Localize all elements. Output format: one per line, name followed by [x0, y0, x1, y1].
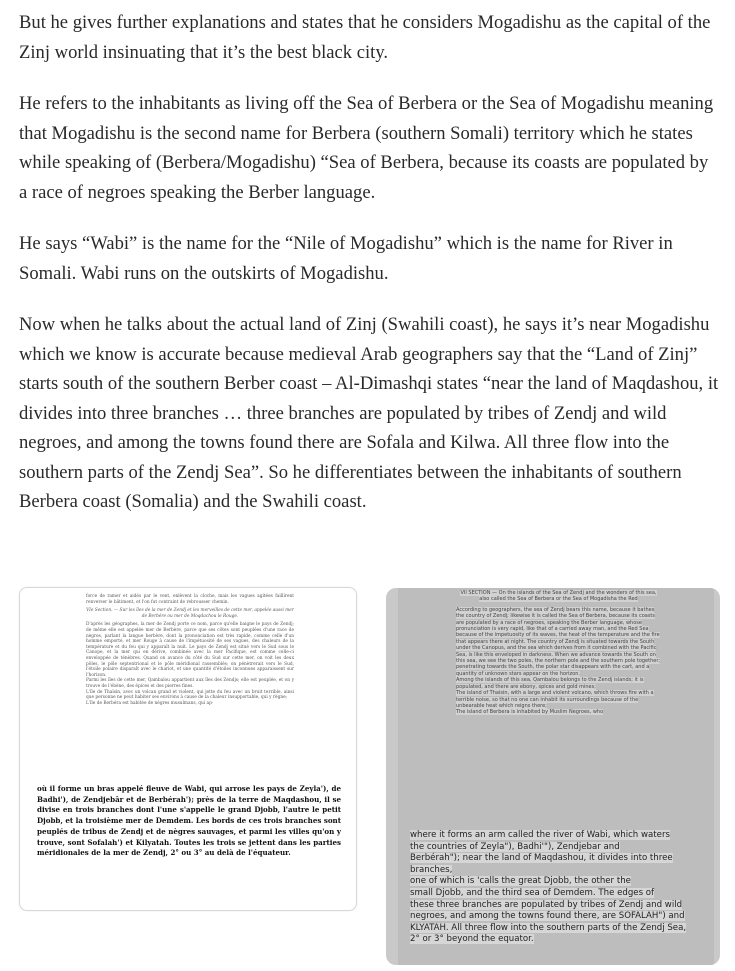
excerpt-line: the countries of Zeyla"), Badhi'"), Zendjebar and	[410, 841, 620, 852]
french-scan-image[interactable]	[19, 587, 357, 911]
excerpt-line: one of which is 'calls the great Djobb, the other the	[410, 876, 631, 887]
translated-scan-image[interactable]	[386, 588, 720, 965]
excerpt-line: negroes, and among the towns found there, are SOFALAH") and	[410, 911, 685, 922]
scan-page	[398, 588, 714, 965]
scan-body: According to geographers, the sea of Zendj bears this name, because it bathes the country of Zendj; likewise it is called the Sea of Berbera, because its coasts are populated by a race of negroes, speaking the Berber language, whose pronunciation is very rapid, like that of a carried away man, and the Red Sea because of the impetuosity of its waves, the heat of the temperature and the fire that appears there at night. The country of Zendj is situated towards the South under the Canopus, and the sea which derives from it combined with the Pacific Sea, is like this enveloped in darkness. When we advance towards the South on this sea, we see the two poles, the northern pole and the southern pole together; penetrating towards the South, the polar star disappears with the cart, and a quantity of unknown stars appear on the horizon.	[456, 606, 661, 677]
scan-section-heading: VII SECTION — On the islands of the Sea of Zendj and the wonders of this sea, also called the Sea of Berbera or the Sea of Mogadisha the Red	[460, 590, 657, 603]
scan-top-text	[456, 590, 661, 716]
paragraph: Now when he talks about the actual land of Zinj (Swahili coast), he says it’s near Mogadishu which we know is accurate because medieval Arab geographers say that the “Land of Zinj” starts south of the southern Berber coast – Al-Dimashqi states “near the land of Maqdashou, it divides into three branches … three branches are populated by tribes of Zendj and wild negroes, and among the towns found there are Sofala and Kilwa. All three flow into the southern parts of the Zendj Sea”. So he differentiates between the inhabitants of southern Berbera coast (Somalia) and the Swahili coast.	[19, 314, 719, 512]
excerpt-line: KLYATAH. All three flow into the southern parts of the Zendj Sea,	[410, 922, 687, 933]
excerpt-line: these three branches are populated by tribes of Zendj and wild	[410, 899, 683, 910]
scan-body: The island of Berbera is inhabited by Muslim Negroes, who	[456, 709, 604, 716]
scan-top-text	[86, 594, 294, 706]
paragraph: He says “Wabi” is the name for the “Nile of Mogadishu” which is the name for River in Somali. Wabi runs on the outskirts of Mogadishu.	[19, 233, 673, 284]
scan-body: Among the islands of this sea, Qambalou belongs to the Zendj islands; it is populated, and there are ebony, spices and gold mines;	[456, 677, 644, 690]
paragraph: He refers to the inhabitants as living off the Sea of Berbera or the Sea of Mogadishu meaning that Mogadishu is the second name for Berbera (southern Somali) territory which he states while speaking of (Berbera/Mogadishu) “Sea of Berbera, because its coasts are populated by a race of negroes speaking the Berber language.	[19, 93, 714, 203]
scan-bold-excerpt: où il forme un bras appelé fleuve de Wabi, qui arrose les pays de Zeyla'), de Badhi'), de Zendjebâr et de Berbérah'); près de la terre de Maqdashou, il se divise en trois branches dont l'une s'appelle le grand Djobb, l'autre le petit Djobb, et la troisième mer de Demdem. Les bords de ces trois branches sont peuplés de tribus de Zendj et de nègres sauvages, et parmi les villes qu'on y trouve, sont Sofalah') et Kilyatah. Toutes les trois se jettent dans les parties méridionales de la mer de Zendj, 2° ou 3° au delà de l'équateur.	[37, 784, 341, 858]
scan-body: D'après les géographes, la mer de Zendj porte ce nom, parce qu'elle baigne le pays de Zendj; de même elle est appelée mer de Berbère, parce que ses côtes sont peuplées d'une race de nègres, parlant la langue berbère, dont la prononciation est très rapide, comme celle d'un homme emporté, et mer Rouge à cause de l'impétuosité de ses vagues, des chaleurs de la température et du feu qui y apparaît la nuit. Le pays de Zendj est situé vers le Sud sous le Canope, et la mer qui en dérive, combinée avec la mer Pacifique, est comme celle-ci enveloppée de ténèbres. Quand on avance du côté du Sud sur cette mer, on voit les deux pôles, le pôle septentrional et le pôle méridional rassemblés; on pénètrerait vers le Sud, l'étoile polaire disparaît avec le chariot, et une quantité d'étoiles inconnues apparaissent sur l'horizon.	[86, 622, 294, 678]
scan-body: L'île de Berbéra est habitée de nègres musulmans, qui ap-	[86, 700, 214, 706]
excerpt-line: small Djobb, and the third sea of Demdem. The edges of	[410, 887, 655, 898]
paragraph: But he gives further explanations and states that he considers Mogadishu as the capital of the Zinj world insinuating that it’s the best black city.	[19, 12, 711, 63]
excerpt-line: where it forms an arm called the river of Wabi, which waters	[410, 830, 670, 840]
scan-body: L'île de Thaïsin, avec un volcan grand et violent, qui jette du feu avec un bruit terrible, ainsi que personne ne peut habiter ses environs à cause de la chaleur insupportable, qui y règne;	[86, 689, 294, 701]
article-body	[19, 8, 719, 539]
scan-intro: force de ramer et aidés par le vent, enlèvent la cloche, mais les vagues agitées faillirent renverser le bâtiment, et l'on fut contraint de rebrousser chemin.	[86, 594, 294, 605]
scan-translated-excerpt	[410, 830, 710, 946]
excerpt-line: Berbérah"); near the land of Maqdashou, it divides into three branches,	[410, 853, 673, 875]
scan-body: Parmi les îles de cette mer, Qambalou appartient aux îles des Zendjs; elle est peuplée, et on y trouve de l'ébène, des épices et des pierres fines.	[86, 678, 294, 689]
scan-body: The island of Thaisin, with a large and violent volcano, which throws fire with a terrible noise, so that no one can inhabit its surroundings because of the unbearable heat which reigns there;	[456, 690, 654, 709]
excerpt-line: 2° or 3° beyond the equator.	[410, 934, 534, 945]
scan-section-heading: VIe Section. — Sur les îles de la mer de Zendj et les merveilles de cette mer, appelée aussi mer de Berbère ou mer de Moqdachou le Rouge.	[86, 608, 294, 619]
